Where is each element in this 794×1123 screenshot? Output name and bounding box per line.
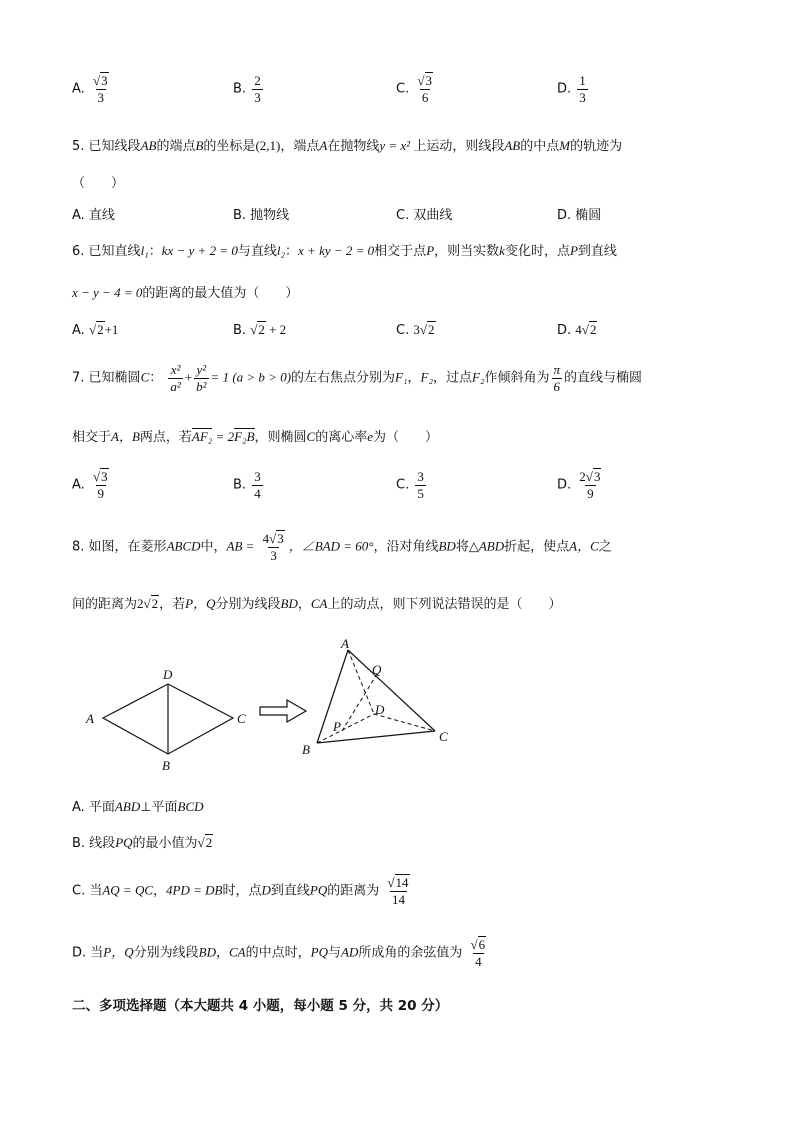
label-a-right: A bbox=[341, 636, 349, 651]
label-d-left: D bbox=[163, 667, 173, 682]
fraction: $\frac{2}{3}$ bbox=[254, 73, 261, 105]
q5-option-a: A. 直线 bbox=[72, 208, 115, 223]
q6-option-d: D. 4√2 bbox=[557, 322, 597, 338]
q7-option-b: B. $\frac{3}{4}$ bbox=[233, 469, 261, 501]
q6-stem-line2: x − y − 4 = 0的距离的最大值为（ ） bbox=[72, 285, 299, 301]
label-b-right: B bbox=[302, 742, 310, 757]
rhombus-figure bbox=[85, 667, 246, 773]
q5-stem: 5. 已知线段AB的端点B的坐标是(2,1)，端点A在抛物线y = x² 上运动，则线段AB的中点M的轨迹为 bbox=[72, 138, 623, 154]
q5-option-d: D. 椭圆 bbox=[557, 208, 602, 223]
q8-option-b: B. 线段PQ的最小值为√2 bbox=[72, 835, 213, 851]
label-q-right: Q bbox=[372, 662, 382, 677]
q7-option-d: D. $\frac{2√3}{9}$ bbox=[557, 469, 601, 501]
q8-option-a: A. 平面ABD⊥平面BCD bbox=[72, 799, 204, 815]
q8-option-c: C. 当AQ = QC，4PD = DB时，点D到直线PQ的距离为 $\frac{√14}{14}$ bbox=[72, 875, 409, 907]
fold-arrow-icon bbox=[260, 700, 306, 722]
q6-option-b: B. √2 + 2 bbox=[233, 322, 287, 338]
label-a-left: A bbox=[86, 711, 94, 726]
q7-option-a: A. $\frac{√3}{9}$ bbox=[72, 469, 108, 501]
fraction: $\frac{1}{3}$ bbox=[579, 73, 586, 105]
q8-option-d: D. 当P，Q分别为线段BD，CA的中点时，PQ与AD所成角的余弦值为 $\frac{√6}{4}$ bbox=[72, 937, 486, 969]
tetrahedron-figure bbox=[302, 636, 448, 757]
label-d-right: D bbox=[375, 702, 385, 717]
q7-stem-line1: 7. 已知椭圆C： $\frac{\text{x²}}{\text{a²}}$ + $\frac{\text{y²}}{\text{b²}}$ = 1 (a > b > 0)的左右焦点分别为F₁，F₂，过点F₂作倾斜角为 $\frac{\pi}{6}$ 的直线与椭圆 bbox=[72, 362, 643, 394]
q8-stem-line1: 8. 如图，在菱形ABCD中，AB = $\frac{4√3}{3}$ ，∠BAD = 60°，沿对角线BD将△ABD折起，使点A，C之 bbox=[72, 531, 612, 563]
edge-ad-hidden bbox=[348, 650, 374, 714]
q5-option-c: C. 双曲线 bbox=[396, 208, 453, 223]
q7-option-c: C. $\frac{3}{5}$ bbox=[396, 469, 424, 501]
q6-option-a: A. √2+1 bbox=[72, 322, 119, 338]
q5-option-b: B. 抛物线 bbox=[233, 208, 290, 223]
label-c-right: C bbox=[439, 729, 448, 744]
q4-option-d: D. $\frac{1}{3}$ bbox=[557, 73, 586, 105]
fraction: $\frac{√3}{3}$ bbox=[92, 73, 108, 105]
label-c-left: C bbox=[237, 711, 246, 726]
section-heading: 二、多项选择题（本大题共 4 小题，每小题 5 分，共 20 分） bbox=[72, 998, 449, 1014]
q6-option-c: C. 3√2 bbox=[396, 322, 435, 338]
q4-option-a: A. $\frac{√3}{3}$ bbox=[72, 74, 113, 104]
label-b-left: B bbox=[162, 758, 170, 773]
q4-option-c: C. $\frac{√3}{6}$ bbox=[396, 74, 437, 104]
segment-pq-hidden bbox=[342, 674, 377, 731]
label-p-right: P bbox=[333, 719, 341, 734]
edge-ac bbox=[348, 650, 435, 731]
q8-stem-line2: 间的距离为2√2，若P，Q分别为线段BD，CA上的动点，则下列说法错误的是（ ） bbox=[72, 596, 562, 612]
q8-figure bbox=[80, 630, 460, 780]
q7-stem-line2: 相交于A，B两点，若AF₂ = 2F₂B，则椭圆C的离心率e为（ ） bbox=[72, 429, 439, 445]
q4-option-b: B. $\frac{2}{3}$ bbox=[233, 73, 261, 105]
q6-stem-line1: 6. 已知直线l₁：kx − y + 2 = 0与直线l₂：x + ky − 2 = 0相交于点P，则当实数k变化时，点P到直线 bbox=[72, 243, 617, 259]
fraction: $\frac{√3}{6}$ bbox=[417, 73, 432, 105]
q5-paren: （ ） bbox=[72, 176, 125, 191]
